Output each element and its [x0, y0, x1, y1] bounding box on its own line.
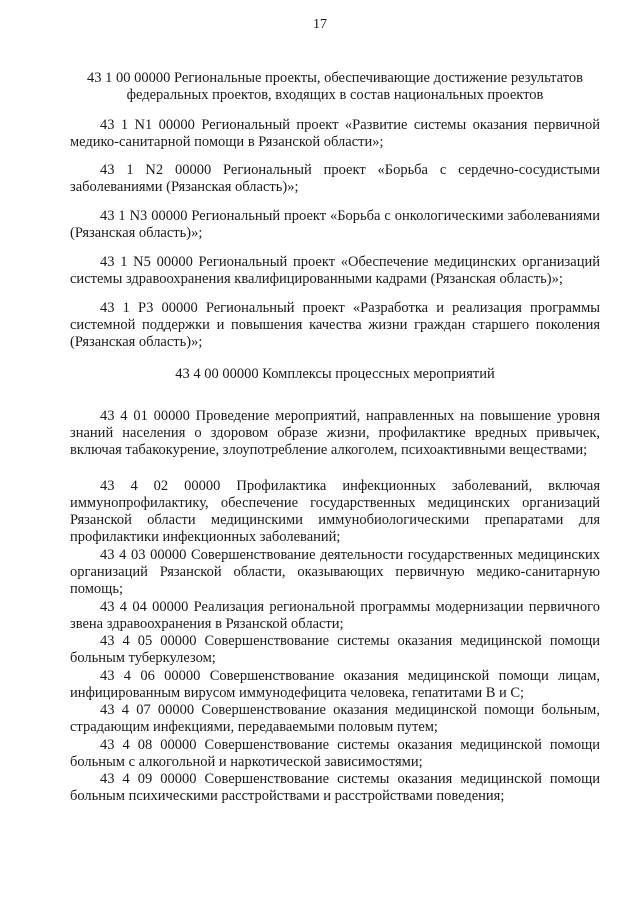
- project-item-p3: 43 1 P3 00000 Региональный проект «Разработка и реализация программы системной поддержки и повышения качества жизни граждан старшего поколения (Рязанская область)»;: [70, 300, 600, 350]
- process-item-03: 43 4 03 00000 Совершенствование деятельности государственных медицинских организаций Рязанской области, оказывающих первичную медико-санитарную помощь;: [70, 547, 600, 597]
- national-projects-heading: 43 1 00 00000 Региональные проекты, обеспечивающие достижение результатов федеральных проектов, входящих в состав национальных проектов: [87, 70, 583, 103]
- process-item-07: 43 4 07 00000 Совершенствование оказания медицинской помощи больным, страдающим инфекциями, передаваемыми половым путем;: [70, 702, 600, 735]
- project-item-n2: 43 1 N2 00000 Региональный проект «Борьба с сердечно-сосудистыми заболеваниями (Рязанская область)»;: [70, 162, 600, 195]
- process-item-01: 43 4 01 00000 Проведение мероприятий, направленных на повышение уровня знаний населения о здоровом образе жизни, профилактике вредных привычек, включая табакокурение, злоупотребление алкоголем, психоактивными веществами;: [70, 408, 600, 458]
- process-item-08: 43 4 08 00000 Совершенствование системы оказания медицинской помощи больным с алкогольной и наркотической зависимостями;: [70, 737, 600, 770]
- project-item-n1: 43 1 N1 00000 Региональный проект «Развитие системы оказания первичной медико-санитарной помощи в Рязанской области»;: [70, 117, 600, 150]
- process-item-04: 43 4 04 00000 Реализация региональной программы модернизации первичного звена здравоохранения в Рязанской области;: [70, 599, 600, 632]
- process-item-02: 43 4 02 00000 Профилактика инфекционных заболеваний, включая иммунопрофилактику, обеспечение государственных медицинских организаций Рязанской области медицинскими иммунобиологическими препаратами для профилактики инфекционных заболеваний;: [70, 478, 600, 545]
- project-item-n5: 43 1 N5 00000 Региональный проект «Обеспечение медицинских организаций системы здравоохранения квалифицированными кадрами (Рязанская область)»;: [70, 254, 600, 287]
- process-item-06: 43 4 06 00000 Совершенствование оказания медицинской помощи лицам, инфицированным вирусом иммунодефицита человека, гепатитами В и С;: [70, 668, 600, 701]
- project-item-n3: 43 1 N3 00000 Региональный проект «Борьба с онкологическими заболеваниями (Рязанская область)»;: [70, 208, 600, 241]
- process-item-05: 43 4 05 00000 Совершенствование системы оказания медицинской помощи больным туберкулезом;: [70, 633, 600, 666]
- page-number: 17: [313, 17, 327, 32]
- process-measures-heading: 43 4 00 00000 Комплексы процессных мероприятий: [175, 366, 495, 382]
- process-item-09: 43 4 09 00000 Совершенствование системы оказания медицинской помощи больным психическими расстройствами и расстройствами поведения;: [70, 771, 600, 804]
